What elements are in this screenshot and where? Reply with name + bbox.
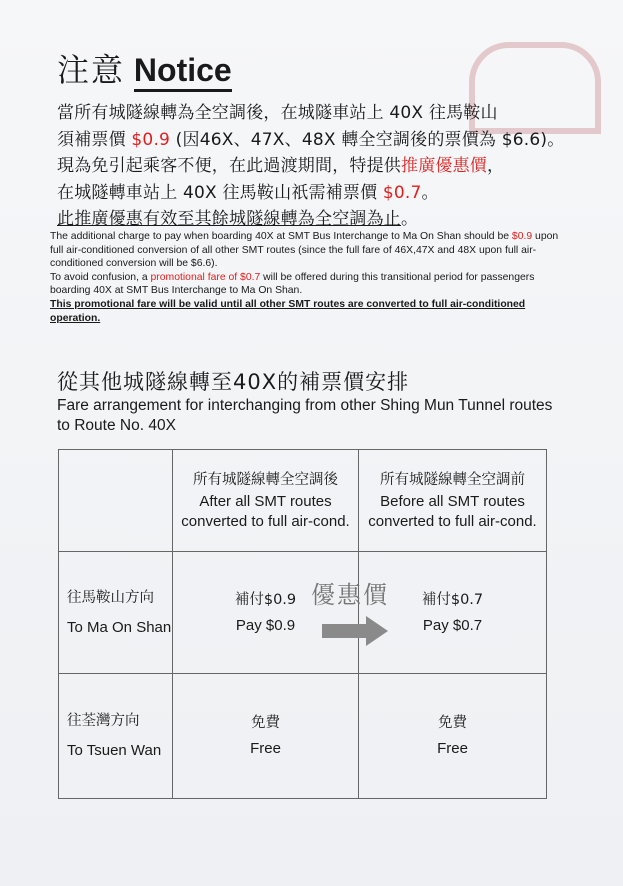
cell-after-ma-on-shan: 補付$0.9 Pay $0.9 <box>173 552 359 674</box>
zh-line-1: 當所有城隧線轉為全空調後，在城隧車站上 40X 往馬鞍山 <box>57 103 498 123</box>
promo-fare-label: 優惠價 <box>311 581 389 609</box>
fare-table <box>58 449 547 799</box>
en-paragraph-validity: This promotional fare will be valid until all other SMT routes are converted to full air-conditioned operation. <box>50 298 526 324</box>
title-zh: 注意 <box>57 51 126 89</box>
notice-title <box>57 46 232 94</box>
table-row <box>59 552 547 674</box>
row-direction-ma-on-shan: 往馬鞍山方向 To Ma On Shan <box>59 552 173 674</box>
cell-before-tsuen-wan: 免費 Free <box>359 674 547 799</box>
zh-line-2: 須補票價 $0.9 (因46X、47X、48X 轉全空調後的票價為 $6.6)。 <box>57 129 565 150</box>
col-header-before: 所有城隧線轉全空調前 Before all SMT routes converted to full air-cond. <box>359 450 547 552</box>
fare-section-subtitle: Fare arrangement for interchanging from other Shing Mun Tunnel routes to Route No. 40X <box>57 397 553 434</box>
notice-body-en <box>50 230 570 325</box>
table-corner-cell <box>59 450 173 552</box>
table-row <box>59 674 547 799</box>
fare-section-title: 從其他城隧線轉至40X的補票價安排 <box>57 370 410 394</box>
col-header-after: 所有城隧線轉全空調後 After all SMT routes converted to full air-cond. <box>173 450 359 552</box>
table-header-row <box>59 450 547 552</box>
title-en: Notice <box>134 52 232 92</box>
zh-line-4: 在城隧轉車站上 40X 往馬鞍山祇需補票價 $0.7。 <box>57 182 439 203</box>
cell-before-ma-on-shan: 補付$0.7 Pay $0.7 <box>359 552 547 674</box>
zh-line-5: 此推廣優惠有效至其餘城隧線轉為全空調為止。 <box>57 209 419 229</box>
right-arrow-icon <box>322 616 388 646</box>
en-paragraph-2: To avoid confusion, a promotional fare of $0.7 will be offered during this transitional period for passengers boarding 40X at SMT Bus Interchange to Ma On Shan. <box>50 271 535 297</box>
cell-after-tsuen-wan: 免費 Free <box>173 674 359 799</box>
notice-body-zh <box>57 100 597 233</box>
zh-line-3: 現為免引起乘客不便，在此過渡期間，特提供推廣優惠價， <box>57 156 505 176</box>
row-direction-tsuen-wan: 往荃灣方向 To Tsuen Wan <box>59 674 173 799</box>
en-paragraph-1: The additional charge to pay when boarding 40X at SMT Bus Interchange to Ma On Shan should be $0.9 upon full air-conditioned conversion of all other SMT routes (since the full fare of 46X,47X and 48X upon full air-conditioned conversion will be $6.6). <box>50 231 559 270</box>
